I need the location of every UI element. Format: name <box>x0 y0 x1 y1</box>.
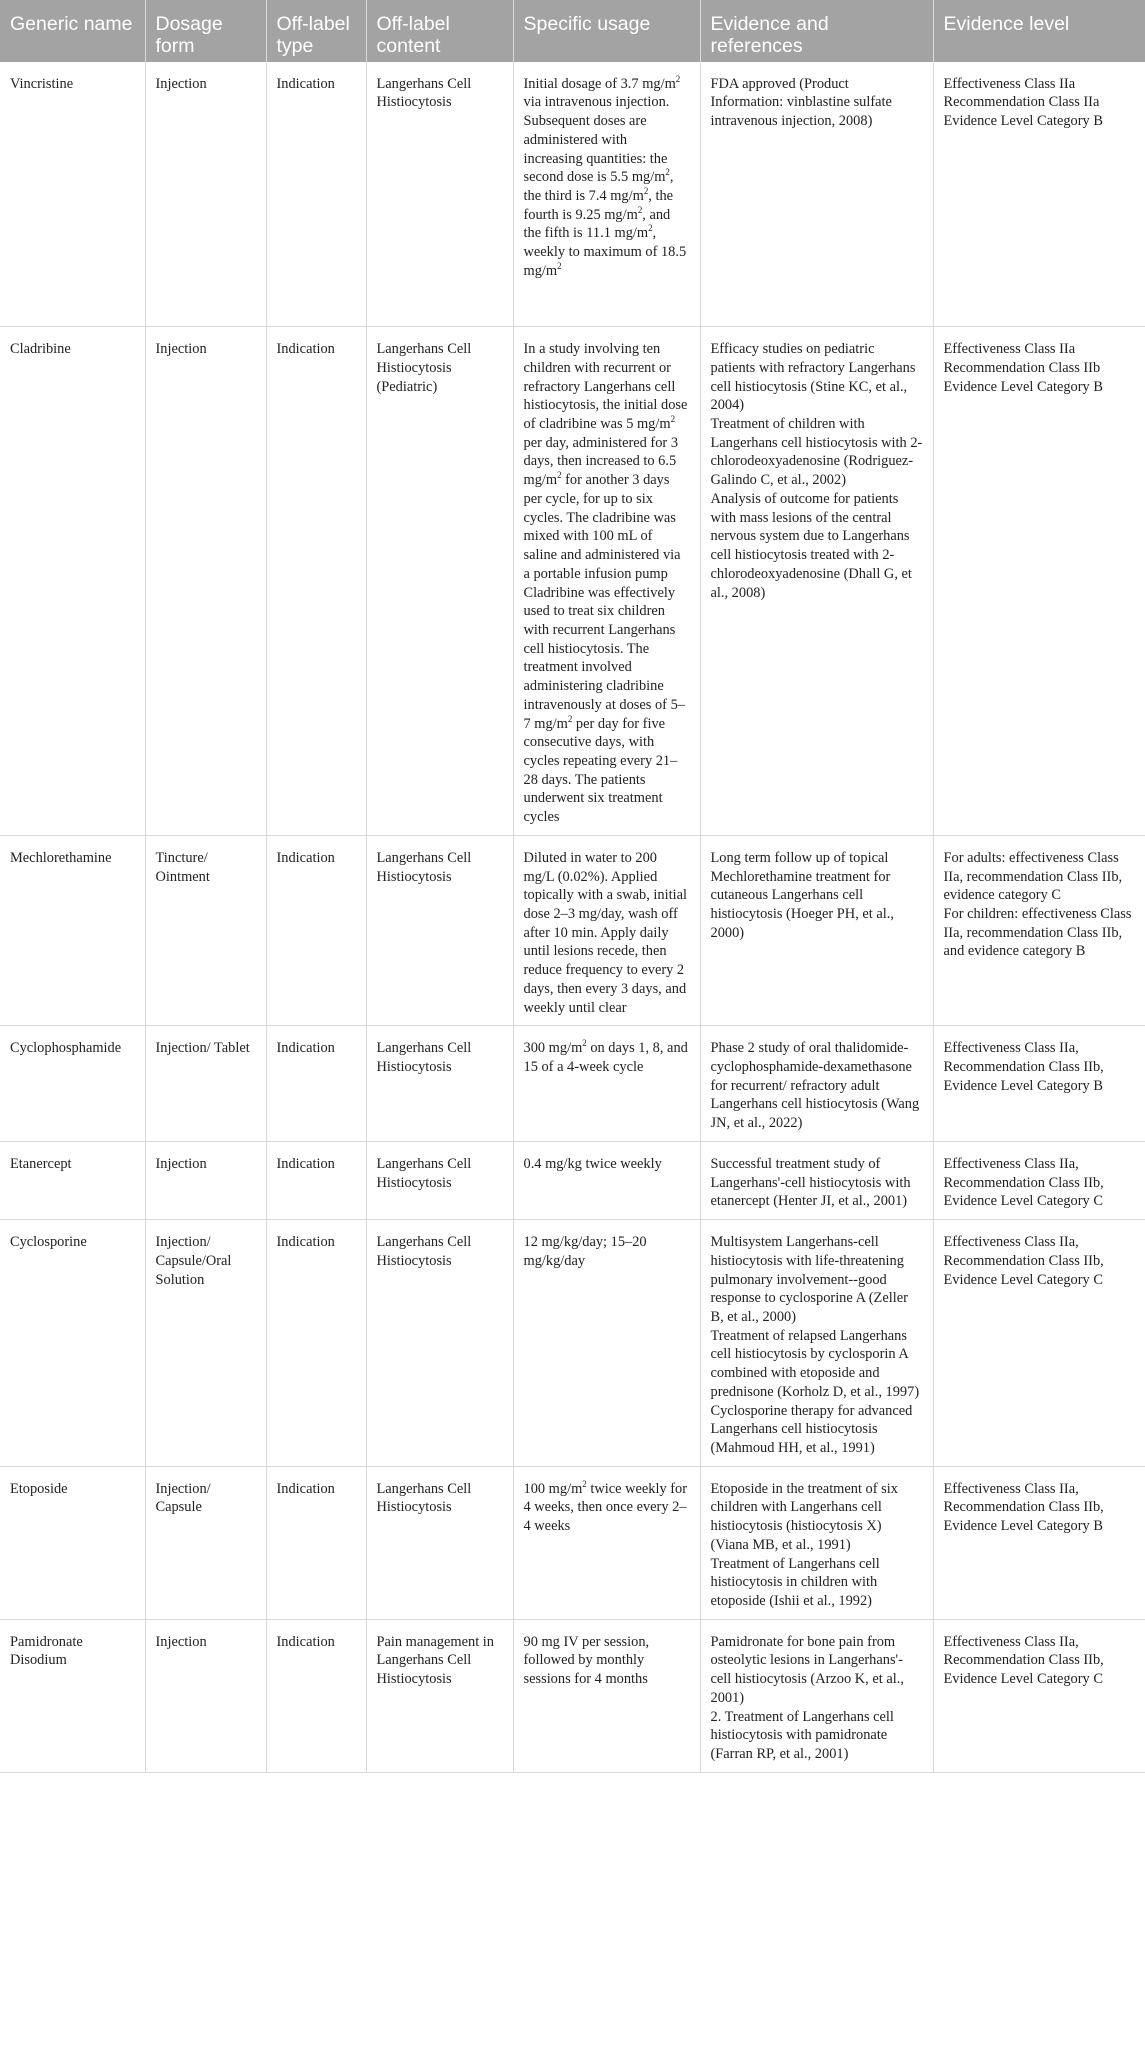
off-label-type-cell: Indication <box>266 1466 366 1619</box>
evidence-level-cell <box>933 835 1145 1025</box>
evidence-level-cell <box>933 1466 1145 1619</box>
cell-line: Effectiveness Class IIa Recommendation Class IIa Evidence Level Category B <box>943 75 1103 130</box>
off-label-type-cell: Indication <box>266 1220 366 1467</box>
dosage-form-cell: Injection/ Capsule <box>145 1466 266 1619</box>
evidence-references-cell <box>700 62 933 327</box>
generic-name-cell: Mechlorethamine <box>0 835 145 1025</box>
specific-usage-cell: 300 $mg/m^2$ on days 1, 8, and 15 of a 4-week cycle <box>513 1026 700 1142</box>
evidence-level-cell <box>933 327 1145 836</box>
specific-usage-cell: 0.4 mg/kg twice weekly <box>513 1141 700 1219</box>
cell-line: Successful treatment study of Langerhans'-cell histiocytosis with etanercept (Henter JI, et al., 2001) <box>710 1155 911 1210</box>
off-label-type-cell: Indication <box>266 1026 366 1142</box>
evidence-references-cell <box>700 835 933 1025</box>
column-header-dosage-form: Dosage form <box>145 0 266 62</box>
dosage-form-cell: Injection <box>145 327 266 836</box>
cell-line: For children: effectiveness Class IIa, recommendation Class IIb, and evidence category B <box>943 906 1132 960</box>
cell-line: Effectiveness Class IIa, Recommendation Class IIb, Evidence Level Category C <box>943 1234 1104 1288</box>
cell-line: FDA approved (Product Information: vinblastine sulfate intravenous injection, 2008) <box>710 75 892 130</box>
off-label-type-cell: Indication <box>266 1141 366 1219</box>
off-label-type-cell: Indication <box>266 1619 366 1772</box>
cell-line: Analysis of outcome for patients with mass lesions of the central nervous system due to Langerhans cell histiocytosis treated with 2-chlorodeoxyadenosine (Dhall G, et al., 2008) <box>710 490 912 601</box>
off-label-content-cell: Pain management in Langerhans Cell Histiocytosis <box>366 1619 513 1772</box>
dosage-form-cell: Injection/ Tablet <box>145 1026 266 1142</box>
cell-line: Phase 2 study of oral thalidomide-cyclophosphamide-dexamethasone for recurrent/ refractory adult Langerhans cell histiocytosis (Wang JN, et al., 2022) <box>710 1040 920 1132</box>
cell-line: Long term follow up of topical Mechlorethamine treatment for cutaneous Langerhans cell histiocytosis (Hoeger PH, et al., 2000) <box>710 849 894 941</box>
table-body <box>0 62 1145 1773</box>
off-label-content-cell: Langerhans Cell Histiocytosis <box>366 1026 513 1142</box>
table-row <box>0 1141 1145 1219</box>
cell-line: Effectiveness Class IIa, Recommendation Class IIb, Evidence Level Category C <box>943 1155 1104 1210</box>
generic-name-cell: Etoposide <box>0 1466 145 1619</box>
column-header-evidence-level: Evidence level <box>943 13 1070 35</box>
table-row <box>0 1220 1145 1467</box>
off-label-content-cell: Langerhans Cell Histiocytosis <box>366 1220 513 1467</box>
dosage-form-cell: Injection <box>145 62 266 327</box>
cell-line: Etoposide in the treatment of six children with Langerhans cell histiocytosis (histiocytosis X) (Viana MB, et al., 1991) <box>710 1480 898 1553</box>
off-label-content-cell: Langerhans Cell Histiocytosis <box>366 62 513 327</box>
cell-line: Treatment of relapsed Langerhans cell histiocytosis by cyclosporin A combined with etoposide and prednisone (Korholz D, et al., 1997) <box>710 1327 920 1400</box>
evidence-level-cell <box>933 1141 1145 1219</box>
off-label-content-cell: Langerhans Cell Histiocytosis (Pediatric) <box>366 327 513 836</box>
cell-line: Effectiveness Class IIa, Recommendation Class IIb, Evidence Level Category B <box>943 1480 1104 1535</box>
evidence-level-cell <box>933 1220 1145 1467</box>
cell-line: Effectiveness Class IIa Recommendation Class IIb Evidence Level Category B <box>943 341 1103 395</box>
cell-line: For adults: effectiveness Class IIa, recommendation Class IIb, evidence category C <box>943 849 1123 904</box>
evidence-references-cell <box>700 1026 933 1142</box>
cell-line: Treatment of Langerhans cell histiocytosis in children with etoposide (Ishii et al., 1992) <box>710 1555 880 1609</box>
specific-usage-cell: 90 mg IV per session, followed by monthly sessions for 4 months <box>513 1619 700 1772</box>
evidence-references-cell <box>700 1220 933 1467</box>
evidence-references-cell <box>700 1619 933 1772</box>
table-row <box>0 835 1145 1025</box>
cell-line: Multisystem Langerhans-cell histiocytosis with life-threatening pulmonary involvement--good response to cyclosporine A (Zeller B, et al., 2000) <box>710 1234 908 1325</box>
off-label-content-cell: Langerhans Cell Histiocytosis <box>366 835 513 1025</box>
generic-name-cell: Cladribine <box>0 327 145 836</box>
evidence-references-cell <box>700 1141 933 1219</box>
table-row <box>0 1619 1145 1772</box>
off-label-content-cell: Langerhans Cell Histiocytosis <box>366 1466 513 1619</box>
evidence-level-cell <box>933 1026 1145 1142</box>
cell-line: Efficacy studies on pediatric patients with refractory Langerhans cell histiocytosis (Stine KC, et al., 2004) <box>710 341 916 414</box>
dosage-form-cell: Injection/ Capsule/Oral Solution <box>145 1220 266 1467</box>
table-row <box>0 327 1145 836</box>
dosage-form-cell: Injection <box>145 1619 266 1772</box>
specific-usage-cell: 12 mg/kg/day; 15–20 mg/kg/day <box>513 1220 700 1467</box>
specific-usage-cell: Initial dosage of 3.7 $mg/m^2$ via intravenous injection. Subsequent doses are administered with increasing quantities: the second dose is 5.5 $mg/m^2$, the third is 7.4 $mg/m^2$, the fourth is 9.25 $mg/m^2$, and the fifth is 11.1 $mg/m^2$, weekly to maximum of 18.5 $mg/m^2$ <box>513 62 700 327</box>
cell-line: Pamidronate for bone pain from osteolytic lesions in Langerhans'-cell histiocytosis (Arzoo K, et al., 2001) <box>710 1633 904 1706</box>
generic-name-cell: Pamidronate Disodium <box>0 1619 145 1772</box>
cell-line: Effectiveness Class IIa, Recommendation Class IIb, Evidence Level Category B <box>943 1040 1104 1094</box>
off-label-type-cell: Indication <box>266 62 366 327</box>
off-label-type-cell: Indication <box>266 835 366 1025</box>
specific-usage-cell: 100 $mg/m^2$ twice weekly for 4 weeks, then once every 2–4 weeks <box>513 1466 700 1619</box>
cell-line: Treatment of children with Langerhans cell histiocytosis with 2-chlorodeoxyadenosine (Rodriguez-Galindo C, et al., 2002) <box>710 416 923 489</box>
generic-name-cell: Etanercept <box>0 1141 145 1219</box>
column-header-off-label-content: Off-label content <box>366 0 513 62</box>
generic-name-cell: Cyclophosphamide <box>0 1026 145 1142</box>
column-header-evidence-references: Evidence and references <box>700 0 933 62</box>
evidence-references-cell <box>700 1466 933 1619</box>
generic-name-cell: Cyclosporine <box>0 1220 145 1467</box>
header-row <box>0 0 1145 62</box>
dosage-form-cell: Tincture/ Ointment <box>145 835 266 1025</box>
column-header-generic-name: Generic name <box>0 0 145 62</box>
cell-line: Effectiveness Class IIa, Recommendation Class IIb, Evidence Level Category C <box>943 1633 1104 1688</box>
dosage-form-cell: Injection <box>145 1141 266 1219</box>
specific-usage-cell: Diluted in water to 200 mg/L (0.02%). Applied topically with a swab, initial dose 2–3 mg/day, wash off after 10 min. Apply daily until lesions recede, then reduce frequency to every 2 days, then every 3 days, and weekly until clear <box>513 835 700 1025</box>
specific-usage-cell: In a study involving ten children with recurrent or refractory Langerhans cell histiocytosis, the initial dose of cladribine was 5 $mg/m^2$ per day, administered for 3 days, then increased to 6.5 $mg/m^2$ for another 3 days per cycle, for up to six cycles. The cladribine was mixed with 100 mL of saline and administered via a portable infusion pump Cladribine was effectively used to treat six children with recurrent Langerhans cell histiocytosis. The treatment involved administering cladribine intravenously at doses of 5–7 $mg/m^2$ per day for five consecutive days, with cycles repeating every 21–28 days. The patients underwent six treatment cycles <box>513 327 700 836</box>
table-row <box>0 62 1145 327</box>
off-label-content-cell: Langerhans Cell Histiocytosis <box>366 1141 513 1219</box>
off-label-type-cell: Indication <box>266 327 366 836</box>
column-header-specific-usage: Specific usage <box>513 0 700 62</box>
generic-name-cell: Vincristine <box>0 62 145 327</box>
evidence-level-cell <box>933 1619 1145 1772</box>
cell-line: Cyclosporine therapy for advanced Langerhans cell histiocytosis (Mahmoud HH, et al., 1991) <box>710 1402 913 1456</box>
column-header-off-label-type: Off-label type <box>266 0 366 62</box>
cell-line: 2. Treatment of Langerhans cell histiocytosis with pamidronate (Farran RP, et al., 2001) <box>710 1708 894 1763</box>
table-row <box>0 1026 1145 1142</box>
table-header <box>0 0 1145 62</box>
evidence-references-cell <box>700 327 933 836</box>
evidence-level-cell <box>933 62 1145 327</box>
table-row <box>0 1466 1145 1619</box>
